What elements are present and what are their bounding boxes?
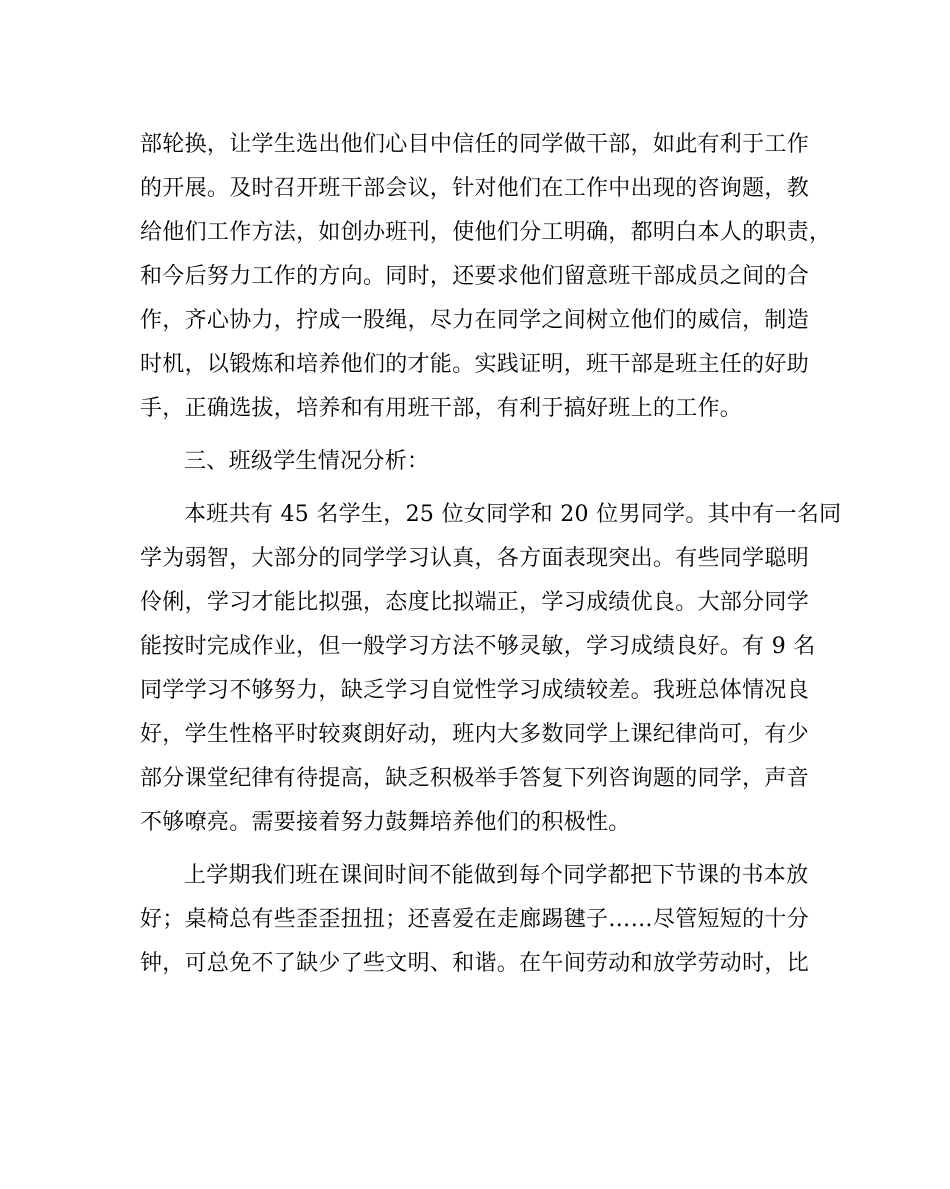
text-line: 伶俐，学习才能比拟强，态度比拟端正，学习成绩优良。大部分同学 xyxy=(140,590,810,615)
text-line: 手，正确选拔，培养和有用班干部，有利于搞好班上的工作。 xyxy=(140,396,743,421)
text-line: 学为弱智，大部分的同学学习认真，各方面表现突出。有些同学聪明 xyxy=(140,546,810,571)
text-line: 好，学生性格平时较爽朗好动，班内大多数同学上课纪律尚可，有少 xyxy=(140,722,810,747)
text-line: 时机，以锻炼和培养他们的才能。实践证明，班干部是班主任的好助 xyxy=(140,352,810,377)
document-body xyxy=(140,123,842,986)
text-line: 给他们工作方法，如创办班刊，使他们分工明确，都明白本人的职责， xyxy=(140,220,832,245)
text-line: 部轮换，让学生选出他们心目中信任的同学做干部，如此有利于工作 xyxy=(140,132,810,157)
paragraph-spacing xyxy=(140,431,805,440)
paragraph-spacing xyxy=(140,484,805,493)
paragraph-last-semester xyxy=(140,854,810,986)
paragraph-class-cadres xyxy=(140,123,832,431)
text-line: 好；桌椅总有些歪歪扭扭；还喜爱在走廊踢毽子……尽管短短的十分 xyxy=(140,907,810,932)
paragraph-student-analysis xyxy=(140,493,842,845)
text-line: 上学期我们班在课间时间不能做到每个同学都把下节课的书本放 xyxy=(184,863,809,888)
section-heading-3: 三、班级学生情况分析： xyxy=(184,449,430,474)
text-line: 本班共有 45 名学生，25 位女同学和 20 位男同学。其中有一名同 xyxy=(184,502,842,527)
text-line: 作，齐心协力，拧成一股绳，尽力在同学之间树立他们的威信，制造 xyxy=(140,308,810,333)
text-line: 不够嘹亮。需要接着努力鼓舞培养他们的积极性。 xyxy=(140,810,631,835)
text-line: 的开展。及时召开班干部会议，针对他们在工作中出现的咨询题，教 xyxy=(140,176,810,201)
text-line: 钟，可总免不了缺少了些文明、和谐。在午间劳动和放学劳动时，比 xyxy=(140,951,810,976)
paragraph-spacing xyxy=(140,845,805,854)
text-line: 同学学习不够努力，缺乏学习自觉性学习成绩较差。我班总体情况良 xyxy=(140,678,810,703)
text-line: 能按时完成作业，但一般学习方法不够灵敏，学习成绩良好。有 9 名 xyxy=(140,634,816,659)
text-line: 和今后努力工作的方向。同时，还要求他们留意班干部成员之间的合 xyxy=(140,264,810,289)
text-line: 部分课堂纪律有待提高，缺乏积极举手答复下列咨询题的同学，声音 xyxy=(140,766,810,791)
